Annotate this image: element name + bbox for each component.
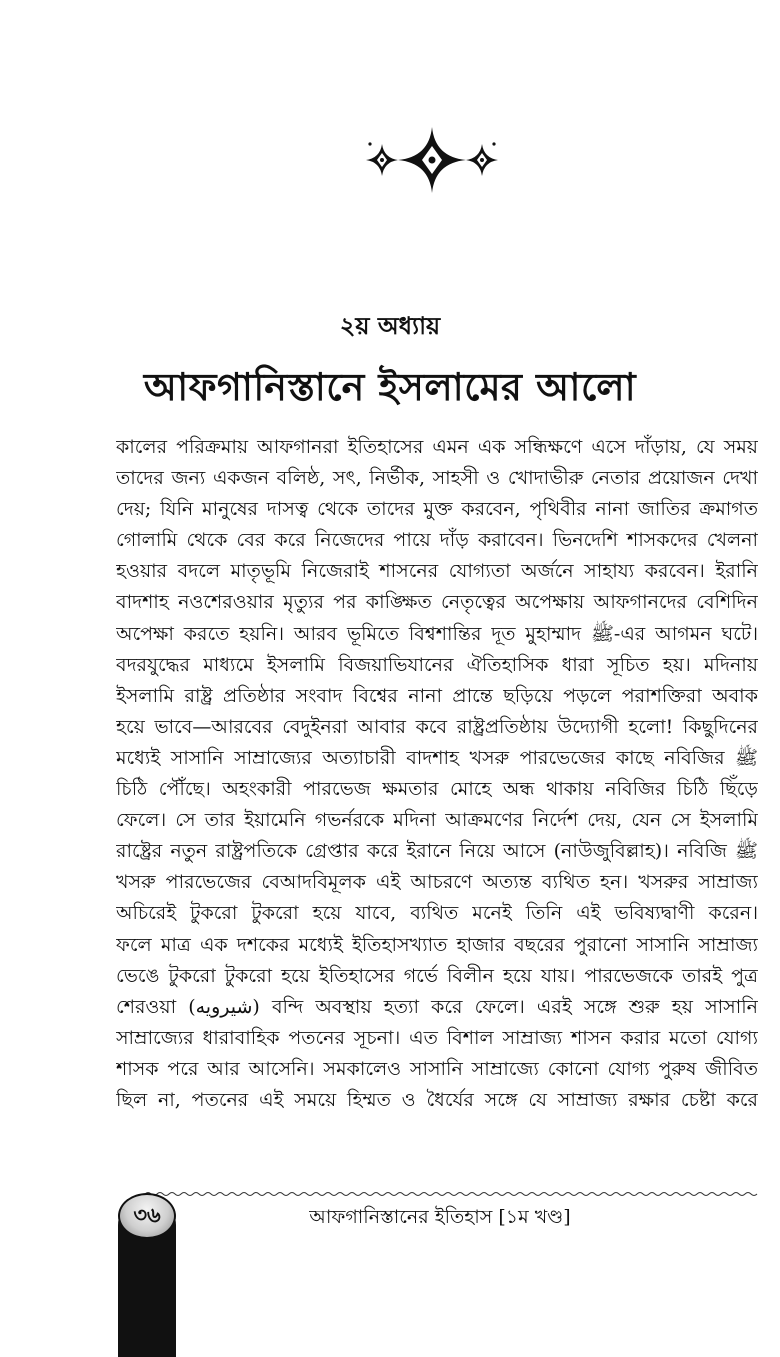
text-line: খসরু পারভেজের বেআদবিমূলক এই আচরণে অত্যন্ত ব্যথিত হন। খসরুর সাম্রাজ্য: [116, 871, 758, 894]
text-line: গোলামি থেকে বের করে নিজেদের পায়ে দাঁড় করাবেন। ভিনদেশি শাসকদের খেলনা: [116, 529, 758, 552]
text-line: হয়ে ভাবে—আরবের বেদুইনরা আবার কবে রাষ্ট্রপ্রতিষ্ঠায় উদ্যোগী হলো! কিছুদিনের: [116, 715, 758, 738]
text-line: হওয়ার বদলে মাতৃভূমি নিজেরাই শাসনের যোগ্যতা অর্জনে সাহায্য করবেন। ইরানি: [116, 560, 758, 583]
text-line: ইসলামি রাষ্ট্র প্রতিষ্ঠার সংবাদ বিশ্বের নানা প্রান্তে ছড়িয়ে পড়লে পরাশক্তিরা অবাক: [116, 684, 758, 707]
text-line: সাম্রাজ্যের ধারাবাহিক পতনের সূচনা। এত বিশাল সাম্রাজ্য শাসন করার মতো যোগ্য: [116, 1026, 758, 1049]
text-line: বদরযুদ্ধের মাধ্যমে ইসলামি বিজয়াভিযানের ঐতিহাসিক ধারা সূচিত হয়। মদিনায়: [116, 653, 758, 676]
body-paragraph: [116, 432, 758, 1116]
text-line: অচিরেই টুকরো টুকরো হয়ে যাবে, ব্যথিত মনেই তিনি এই ভবিষ্যদ্বাণী করেন।: [116, 902, 758, 925]
text-line: মধ্যেই সাসানি সাম্রাজ্যের অত্যাচারী বাদশাহ খসরু পারভেজের কাছে নবিজির ﷺ: [116, 746, 758, 769]
decorative-star-ornament-icon: [360, 126, 504, 194]
text-line: দেয়; যিনি মানুষের দাসত্ব থেকে তাদের মুক্ত করবেন, পৃথিবীর নানা জাতির ক্রমাগত: [116, 498, 758, 521]
text-line: কালের পরিক্রমায় আফগানরা ইতিহাসের এমন এক সন্ধিক্ষণে এসে দাঁড়ায়, যে সময়: [116, 436, 758, 458]
footer-divider: [145, 1190, 758, 1198]
text-line: ছিল না, পতনের এই সময়ে হিম্মত ও ধৈর্যের সঙ্গে যে সাম্রাজ্য রক্ষার চেষ্টা করে: [116, 1088, 758, 1111]
chapter-number: ২য় অধ্যায়: [339, 311, 441, 340]
text-line: ভেঙে টুকরো টুকরো হয়ে ইতিহাসের গর্ভে বিলীন হয়ে যায়। পারভেজকে তারই পুত্র: [116, 964, 758, 987]
text-line: বাদশাহ নওশেরওয়ার মৃত্যুর পর কাঙ্ক্ষিত নেতৃত্বের অপেক্ষায় আফগানদের বেশিদিন: [116, 591, 758, 614]
text-line: ফলে মাত্র এক দশকের মধ্যেই ইতিহাসখ্যাত হাজার বছরের পুরানো সাসানি সাম্রাজ্য: [116, 933, 758, 956]
text-line: চিঠি পৌঁছে। অহংকারী পারভেজ ক্ষমতার মোহে অন্ধ থাকায় নবিজির চিঠি ছিঁড়ে: [116, 778, 758, 801]
text-line: ফেলে। সে তার ইয়ামেনি গভর্নরকে মদিনা আক্রমণের নির্দেশ দেয়, যেন সে ইসলামি: [116, 809, 758, 832]
text-line: তাদের জন্য একজন বলিষ্ঠ, সৎ, নির্ভীক, সাহসী ও খোদাভীরু নেতার প্রয়োজন দেখা: [116, 467, 758, 490]
text-line: শাসক পরে আর আসেনি। সমকালেও সাসানি সাম্রাজ্যে কোনো যোগ্য পুরুষ জীবিত: [116, 1057, 758, 1080]
text-line: রাষ্ট্রের নতুন রাষ্ট্রপতিকে গ্রেপ্তার করে ইরানে নিয়ে আসে (নাউজুবিল্লাহ)। নবিজি ﷺ: [116, 840, 758, 863]
text-line: শেরওয়া (شیرویه) বন্দি অবস্থায় হত্যা করে ফেলে। এরই সঙ্গে শুরু হয় সাসানি: [116, 995, 758, 1018]
text-line: অপেক্ষা করতে হয়নি। আরব ভূমিতে বিশ্বশান্তির দূত মুহাম্মাদ ﷺ-এর আগমন ঘটে।: [116, 622, 758, 645]
page-number: ৩৬: [118, 1193, 176, 1239]
running-footer-title: আফগানিস্তানের ইতিহাস [১ম খণ্ড]: [309, 1206, 571, 1228]
chapter-title: আফগানিস্তানে ইসলামের আলো: [143, 364, 637, 409]
